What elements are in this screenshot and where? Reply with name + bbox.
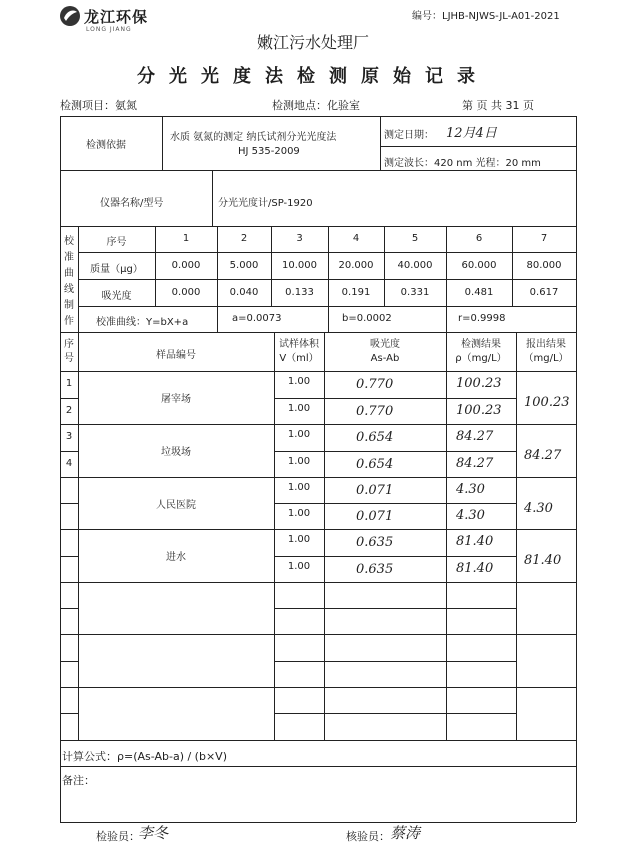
sample-abs-cell: 0.654 [356,430,394,445]
sample-result-cell: 81.40 [456,534,494,549]
calibration-abs-cell: 0.191 [341,287,371,298]
sample-volume-cell: 1.00 [287,403,311,414]
sample-result-cell: 81.40 [456,561,494,576]
calibration-seq-cell: 6 [475,233,483,244]
calibration-mass-label: 质量（μg） [90,264,143,275]
instrument-label: 仪器名称/型号 [100,198,164,209]
date-value: 12月4日 [446,126,497,141]
sample-report-cell: 100.23 [524,395,570,410]
calibration-curve-label: 校准曲线：Y=bX+a [96,317,189,328]
checker-label: 核验员： [346,830,390,843]
sample-report-cell: 4.30 [524,501,553,516]
sample-volume-cell: 1.00 [287,561,311,572]
basis-method: 水质 氨氮的测定 纳氏试剂分光光度法 [170,132,337,143]
sample-group-name: 人民医院 [156,500,196,511]
calibration-abs-cell: 0.331 [400,287,430,298]
sample-volume-cell: 1.00 [287,482,311,493]
calibration-abs-label: 吸光度 [101,291,132,302]
calibration-mass-cell: 5.000 [229,260,259,271]
sample-report-header: 报出结果 （mg/L） [523,339,569,364]
calibration-b: b=0.0002 [342,313,392,324]
calibration-r: r=0.9998 [458,313,506,324]
sample-seq-cell: 3 [65,431,73,442]
sample-result-cell: 84.27 [456,456,494,471]
plant-name: 嫩江污水处理厂 [256,33,369,52]
calibration-side-label: 校 准 曲 线 制 作 [64,236,74,327]
calibration-mass-cell: 40.000 [397,260,433,271]
instrument-value: 分光光度计/SP-1920 [218,198,313,209]
calibration-seq-cell: 2 [240,233,248,244]
test-item [60,97,137,113]
sample-volume-cell: 1.00 [287,376,311,387]
sample-abs-cell: 0.654 [356,457,394,472]
sample-volume-cell: 1.00 [287,429,311,440]
calculation-formula: 计算公式：ρ=(As-Ab-a) / (b×V) [62,750,227,763]
sample-result-cell: 4.30 [456,508,485,523]
test-location [272,97,360,113]
calibration-seq-cell: 4 [352,233,360,244]
sample-report-cell: 81.40 [524,553,562,568]
calibration-abs-cell: 0.133 [285,287,314,298]
test-item-value: 氨氮 [115,99,137,112]
sample-result-header: 检测结果 ρ（mg/L） [455,339,507,364]
calibration-seq-cell: 3 [296,233,303,244]
calibration-seq-cell: 1 [182,233,190,244]
basis-standard: HJ 535-2009 [238,146,300,157]
sample-abs-cell: 0.770 [356,404,394,419]
sample-name-header: 样品编号 [156,350,196,361]
sample-seq-cell: 2 [65,405,73,416]
calibration-seq-label: 序号 [106,237,127,248]
sample-group-name: 垃圾场 [161,447,191,458]
basis-label: 检测依据 [86,140,126,151]
date-label: 测定日期： [384,130,434,141]
page-count: 第 页 共 31 页 [462,99,534,112]
sample-seq-header: 序 号 [64,339,74,364]
sample-abs-cell: 0.635 [356,535,394,550]
calibration-abs-cell: 0.000 [171,287,201,298]
calibration-abs-cell: 0.040 [229,287,259,298]
sample-result-cell: 100.23 [456,376,502,391]
sample-result-cell: 84.27 [456,429,494,444]
calibration-mass-cell: 60.000 [461,260,497,271]
sample-volume-cell: 1.00 [287,456,311,467]
page-title: 分光光度法检测原始记录 [137,66,489,87]
sample-seq-cell: 4 [65,458,73,469]
calibration-a: a=0.0073 [232,313,282,324]
sample-abs-cell: 0.635 [356,562,394,577]
sample-abs-cell: 0.071 [356,509,394,524]
sample-abs-cell: 0.770 [356,377,394,392]
calibration-mass-cell: 20.000 [338,260,374,271]
sample-seq-cell: 1 [65,378,73,389]
calibration-seq-cell: 7 [540,233,548,244]
document-code: 编号：LJHB-NJWS-JL-A01-2021 [412,11,560,22]
sample-group-name: 进水 [166,552,186,563]
wavelength-info: 测定波长：420 nm 光程：20 mm [384,158,541,169]
sample-report-cell: 84.27 [524,448,562,463]
calibration-abs-cell: 0.481 [464,287,494,298]
sample-volume-cell: 1.00 [287,534,311,545]
test-item-label: 检测项目： [60,99,115,112]
sample-result-cell: 4.30 [456,482,485,497]
logo-leaf-icon [58,4,82,28]
sample-abs-header: 吸光度 As-Ab [370,339,400,364]
sample-volume-header: 试样体积 V（ml） [279,339,319,364]
sample-volume-cell: 1.00 [287,508,311,519]
test-location-label: 检测地点： [272,99,327,112]
calibration-mass-cell: 10.000 [282,260,317,271]
logo-name: 龙江环保 [84,8,149,26]
calibration-abs-cell: 0.617 [529,287,559,298]
calibration-seq-cell: 5 [411,233,419,244]
remark-label: 备注： [62,774,95,787]
logo-subtitle: LONG JIANG [86,26,132,33]
inspector-label: 检验员： [96,830,140,843]
checker-signature: 蔡涛 [390,824,421,842]
calibration-mass-cell: 0.000 [171,260,201,271]
test-location-value: 化验室 [327,99,360,112]
inspector-signature: 李冬 [138,824,169,842]
sample-group-name: 屠宰场 [161,394,191,405]
calibration-mass-cell: 80.000 [526,260,562,271]
sample-result-cell: 100.23 [456,403,502,418]
sample-abs-cell: 0.071 [356,483,394,498]
